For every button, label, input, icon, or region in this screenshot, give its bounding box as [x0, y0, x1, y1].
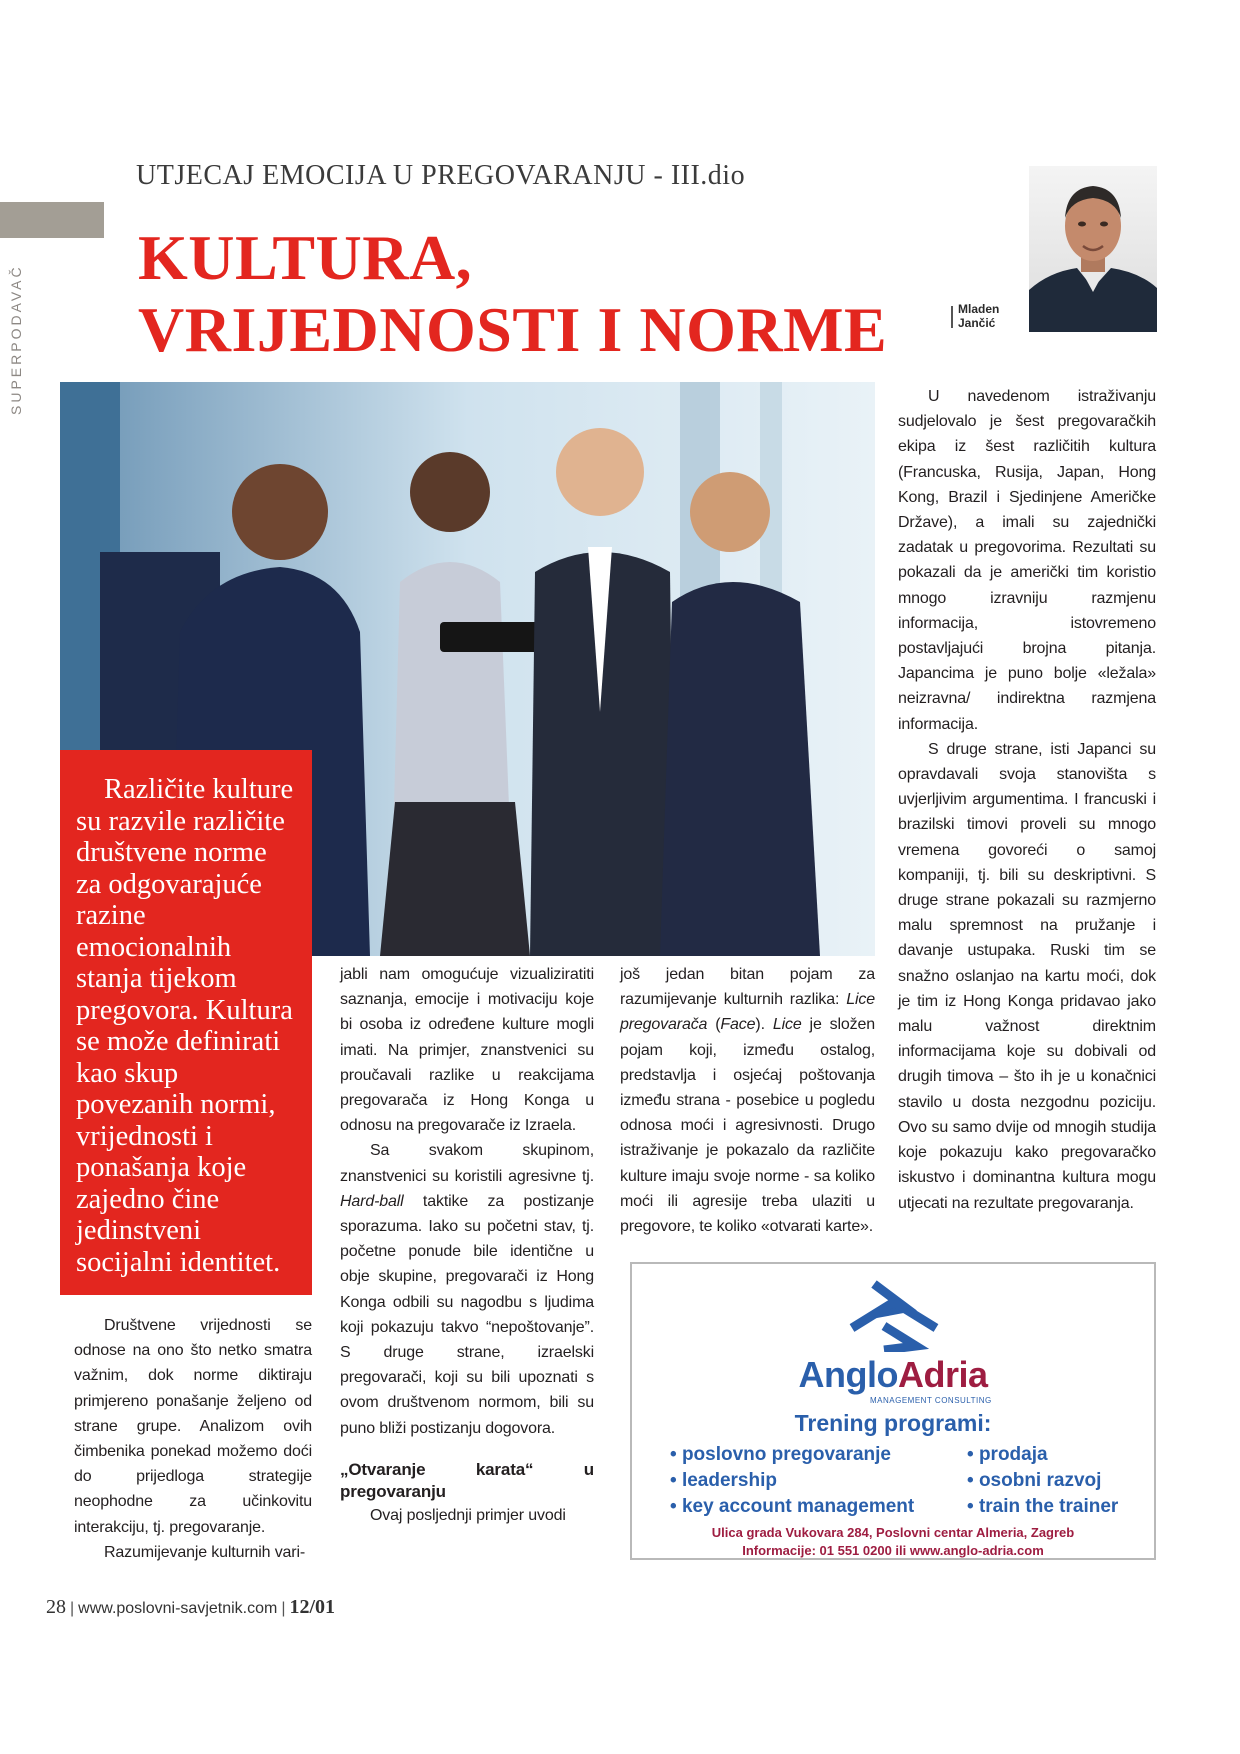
text-run: Sa svakom skupinom, znanstvenici su koristili agresivne tj.: [340, 1142, 594, 1185]
brand-part-anglo: Anglo: [798, 1354, 898, 1395]
paragraph: [340, 1138, 594, 1440]
text-run: (: [707, 1016, 721, 1034]
text-run: taktike za postizanje sporazuma. Iako su početni stav, tj. početne ponude bile identične u obje skupine, pregovarači iz Hong Konga odbili su nagodbu s ljudima koji pokazuju takvo “nepoštovanje”. S druge strane, izraelski pregovarači, koji su bili upoznati s ovom društvenom normom, bili su puno bliži postizanju dogovora.: [340, 1192, 594, 1437]
article-column-2: [340, 962, 594, 1528]
emphasis: Hard-ball: [340, 1192, 404, 1210]
paragraph: Društvene vrijednosti se odnose na ono što netko smatra važnim, dok norme diktiraju primjereno ponašanje željeno od strane grupe. Analizom ovih čimbenika ponekad možemo doći do prijedloga strategije neophodne za učinkovitu interakciju, tj. pregovaranje.: [74, 1317, 312, 1536]
list-item: • osobni razvoj: [967, 1468, 1118, 1494]
ad-brand-name: [632, 1354, 1154, 1396]
paragraph: Razumijevanje kulturnih vari-: [104, 1543, 306, 1561]
section-label: SUPERPODAVAČ: [8, 264, 24, 415]
brand-part-adria: Adria: [897, 1354, 988, 1395]
issue-number: 12/01: [289, 1596, 336, 1618]
anglo-adria-logo-icon: [844, 1280, 944, 1352]
section-heading: „Otvaranje karata“ u pregovaranju: [340, 1459, 594, 1501]
emphasis: Face: [720, 1016, 756, 1034]
paragraph: jabli nam omogućuje vizualiziratiti saznanja, emocije i motivaciju koje bi osoba iz određene kulture mogli imati. Na primjer, znanstvenici su proučavali razlike u reakcijama pregovarača iz Hong Konga u odnosu na pregovarače iz Izraela.: [340, 966, 594, 1135]
section-tab: [0, 202, 104, 238]
advertisement[interactable]: [630, 1262, 1156, 1560]
page-footer: [46, 1596, 335, 1619]
article-column-1: [74, 1313, 312, 1565]
list-item: • train the trainer: [967, 1494, 1118, 1520]
text-run: još jedan bitan pojam za razumijevanje kulturnih razlika:: [620, 966, 875, 1009]
list-item: • key account management: [670, 1494, 914, 1520]
article-column-4: [898, 384, 1156, 1216]
ad-address: Ulica grada Vukovara 284, Poslovni centar Almeria, Zagreb: [711, 1525, 1075, 1540]
ad-list-left: [670, 1442, 914, 1520]
emphasis: Lice: [772, 1016, 802, 1034]
paragraph: Ovaj posljednji primjer uvodi: [370, 1506, 566, 1524]
text-run: ).: [755, 1016, 773, 1034]
article-column-3: [620, 962, 875, 1239]
series-title: UTJECAJ EMOCIJA U PREGOVARANJU - III.dio: [136, 160, 746, 191]
list-item: • poslovno pregovaranje: [670, 1442, 914, 1468]
ad-contact: [632, 1524, 1154, 1560]
footer-divider: |: [70, 1600, 75, 1617]
author-first-name: Mladen: [958, 302, 1000, 316]
paragraph: S druge strane, isti Japanci su opravdavali svoja stanovišta s uvjerljivim argumentima. I francuski i brazilski timovi proveli su mnogo vremena govoreći o samoj kompaniji, tj. bili su deskriptivni. S druge strane pokazali su razmjerno malu spremnost na pružanje i davanje ustupaka. Ruski tim se snažno oslanjao na kartu moći, dok je tim iz Hong Konga pridavao jako malu važnost direktnim informacijama koje su dobivali od drugih timova – što ih je u konačnici stavilo u dosta nezgodnu poziciju. Ovo su samo dvije od mnogih studija koje pokazuju kako pregovaračko iskustvo i dominantna kultura mogu utjecati na rezultate pregovaranja.: [898, 740, 1156, 1212]
ad-info-line: Informacije: 01 551 0200 ili www.anglo-adria.com: [742, 1543, 1044, 1558]
pull-quote-text: Različite kulture su razvile različite društvene norme za odgovarajuće razine emocionalnih stanja tijekom pregovora. Kultura se može definirati kao skup povezanih normi, vrijednosti i ponašanja koje zajedno čine jedinstveni socijalni identitet.: [76, 774, 294, 1278]
footer-url[interactable]: www.poslovni-savjetnik.com: [78, 1600, 278, 1617]
page-number: 28: [46, 1596, 66, 1618]
paragraph: U navedenom istraživanju sudjelovalo je šest pregovaračkih ekipa iz šest različitih kultura (Francuska, Rusija, Japan, Hong Kong, Brazil i Sjedinjene Američke Države), a imali su zajednički zadatak u pregovorima. Rezultati su pokazali da je američki tim koristio mnogo izravniju razmjenu informacija, istovremeno postavljajući brojna pitanja. Japancima je puno bolje «ležala» neizravna/ indirektna razmjena informacija.: [898, 388, 1156, 733]
headline-line-1: KULTURA,: [138, 222, 473, 293]
author-portrait: [1029, 166, 1157, 332]
ad-list-right: [967, 1442, 1118, 1520]
paragraph: [620, 962, 875, 1239]
list-item: • prodaja: [967, 1442, 1118, 1468]
author-name: [958, 302, 999, 330]
footer-divider: |: [281, 1600, 286, 1617]
ad-title: Trening programi:: [794, 1410, 992, 1436]
list-item: • leadership: [670, 1468, 914, 1494]
article-headline: [138, 222, 898, 366]
text-run: je složen pojam koji, između ostalog, predstavlja i osjećaj poštovanja između strana - posebice u pogledu odnosa moći i agresivnosti. Drugo istraživanje je pokazalo da različite kulture imaju svoje norme - sa koliko moći ili agresije treba ulaziti u pregovore, te koliko «otvarati karte».: [620, 1016, 875, 1236]
author-last-name: Jančić: [958, 316, 996, 330]
headline-line-2: VRIJEDNOSTI I NORME: [138, 294, 888, 365]
ad-brand-subtitle: MANAGEMENT CONSULTING: [870, 1396, 992, 1405]
emphasis: Lice pregovarača: [620, 991, 875, 1034]
author-divider: [951, 306, 953, 328]
pull-quote: [60, 750, 312, 1295]
